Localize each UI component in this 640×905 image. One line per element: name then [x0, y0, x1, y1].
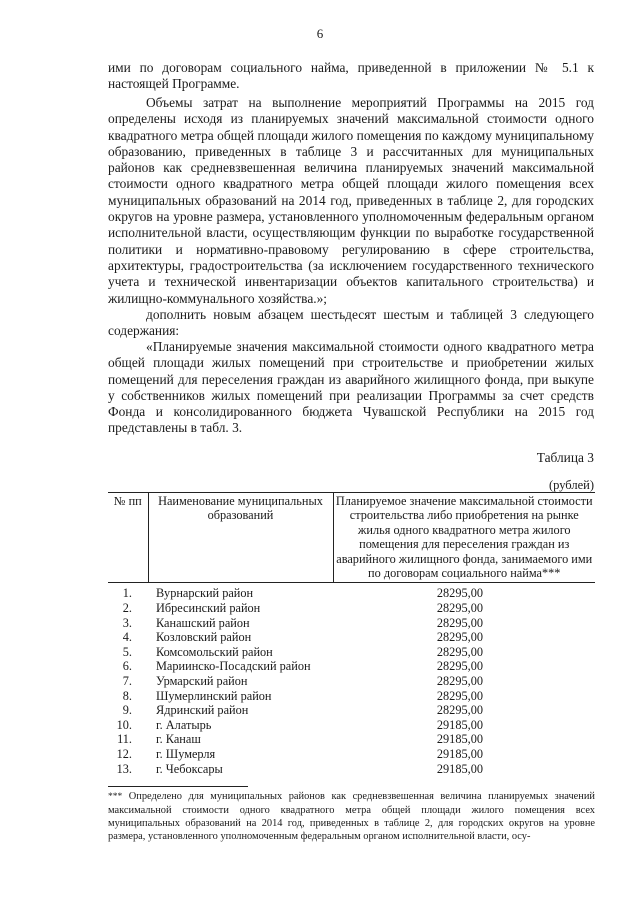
row-value: 28295,00	[436, 586, 483, 601]
row-name: Мариинско-Посадский район	[156, 659, 311, 674]
row-value: 28295,00	[436, 644, 483, 659]
row-number: 13.	[116, 761, 132, 776]
footnote-mark: ***	[108, 792, 123, 802]
table-row	[108, 616, 595, 631]
table-row	[108, 601, 595, 616]
row-name: Канашский район	[156, 615, 250, 630]
row-value: 29185,00	[436, 732, 483, 747]
row-value: 29185,00	[436, 761, 483, 776]
row-number: 4.	[122, 630, 132, 645]
row-value: 28295,00	[436, 659, 483, 674]
row-number: 3.	[122, 615, 132, 630]
table-row	[108, 583, 595, 601]
row-number: 2.	[122, 601, 132, 616]
table-row	[108, 689, 595, 704]
row-name: Ядринский район	[156, 703, 249, 718]
row-value: 28295,00	[436, 615, 483, 630]
row-name: г. Шумерля	[156, 746, 216, 761]
row-number: 12.	[116, 746, 132, 761]
header-name: Наименование муниципальных образований	[148, 493, 333, 583]
row-name: Комсомольский район	[156, 644, 273, 659]
table-row	[108, 732, 595, 747]
table-row	[108, 703, 595, 718]
paragraph-costs-2015: Объемы затрат на выполнение мероприятий Программы на 2015 год определены исходя из планируемых значений максимальной стоимости одного квадратного метра общей площади жилого помещения по каждому муниципальному образованию, приведенных в таблице 3 и рассчитанных для муниципальных районов как средневзвешенная величина планируемых значений максимальной стоимости одного квадратного метра общей площади жилого помещения всех муниципальных образований на 2014 год, приведенных в таблице 2, для городских округов на уровне размера, установленного уполномоченным федеральным органом исполнительной власти, осуществляющим функции по выработке государственной политики и нормативно-правовому регулированию в сфере строительства, архитектуры, градостроительства (за исключением государственного технического учета и технической инвентаризации объектов капитального строительства) и жилищно-коммунального хозяйства.»;	[108, 95, 594, 306]
footnote	[108, 790, 595, 843]
row-number: 8.	[122, 688, 132, 703]
row-number: 11.	[117, 732, 132, 747]
row-name: г. Канаш	[156, 732, 201, 747]
row-value: 28295,00	[436, 601, 483, 616]
table-unit: (рублей)	[548, 478, 594, 492]
footnote-divider	[108, 786, 248, 787]
table-row	[108, 630, 595, 645]
row-value: 28295,00	[436, 630, 483, 645]
row-name: Ибресинский район	[156, 601, 261, 616]
footnote-text: Определено для муниципальных районов как средневзвешенная величина планируемых значений максимальной стоимости одного квадратного метра общей площади жилого помещения всех муниципальных образований на 2014 год, приведенных в таблице 2, для городских округов на уровне размера, установленного уполномоченным федеральным органом исполнительной власти, осу-	[108, 791, 595, 842]
row-name: г. Чебоксары	[156, 761, 223, 776]
table-row	[108, 747, 595, 762]
row-value: 29185,00	[436, 717, 483, 732]
row-value: 28295,00	[436, 674, 483, 688]
row-name: Вурнарский район	[156, 586, 254, 601]
row-name: Урмарский район	[156, 674, 248, 688]
row-value: 29185,00	[436, 746, 483, 761]
row-number: 6.	[122, 659, 132, 674]
row-number: 10.	[116, 717, 132, 732]
row-number: 7.	[122, 674, 132, 688]
row-number: 9.	[122, 703, 132, 718]
table-caption: Таблица 3	[536, 450, 594, 465]
row-name: г. Алатырь	[156, 717, 212, 732]
header-num: № пп	[108, 493, 148, 583]
table-row	[108, 718, 595, 733]
row-number: 5.	[122, 644, 132, 659]
table-header-row	[108, 493, 595, 583]
table-row	[108, 645, 595, 660]
row-name: Шумерлинский район	[156, 688, 272, 703]
table-row	[108, 659, 595, 674]
table-row	[108, 762, 595, 777]
row-number: 1.	[122, 586, 132, 601]
row-value: 28295,00	[436, 703, 483, 718]
cost-table	[108, 492, 595, 776]
header-value: Планируемое значение максимальной стоимости строительства либо приобретения на рынке жилья одного квадратного метра жилого помещения для переселения граждан из аварийного жилищного фонда, занимаемого ими по договорам социального найма***	[333, 493, 595, 583]
page-number: 6	[316, 26, 324, 41]
paragraph-amendment: дополнить новым абзацем шестьдесят шестым и таблицей 3 следующего содержания:	[108, 307, 594, 339]
row-value: 28295,00	[436, 688, 483, 703]
row-name: Козловский район	[156, 630, 252, 645]
table-row	[108, 674, 595, 689]
table-body	[108, 583, 595, 776]
paragraph-continuation: ими по договорам социального найма, приведенной в приложении № 5.1 к настоящей Программе.	[108, 60, 594, 92]
paragraph-planned-values: «Планируемые значения максимальной стоимости одного квадратного метра общей площади жилых помещений при строительстве и приобретении жилых помещений для переселения граждан из аварийного жилищного фонда, при выкупе у собственников жилых помещений при реализации Программы за счет средств Фонда и консолидированного бюджета Чувашской Республики на 2015 год представлены в табл. 3.	[108, 339, 594, 436]
